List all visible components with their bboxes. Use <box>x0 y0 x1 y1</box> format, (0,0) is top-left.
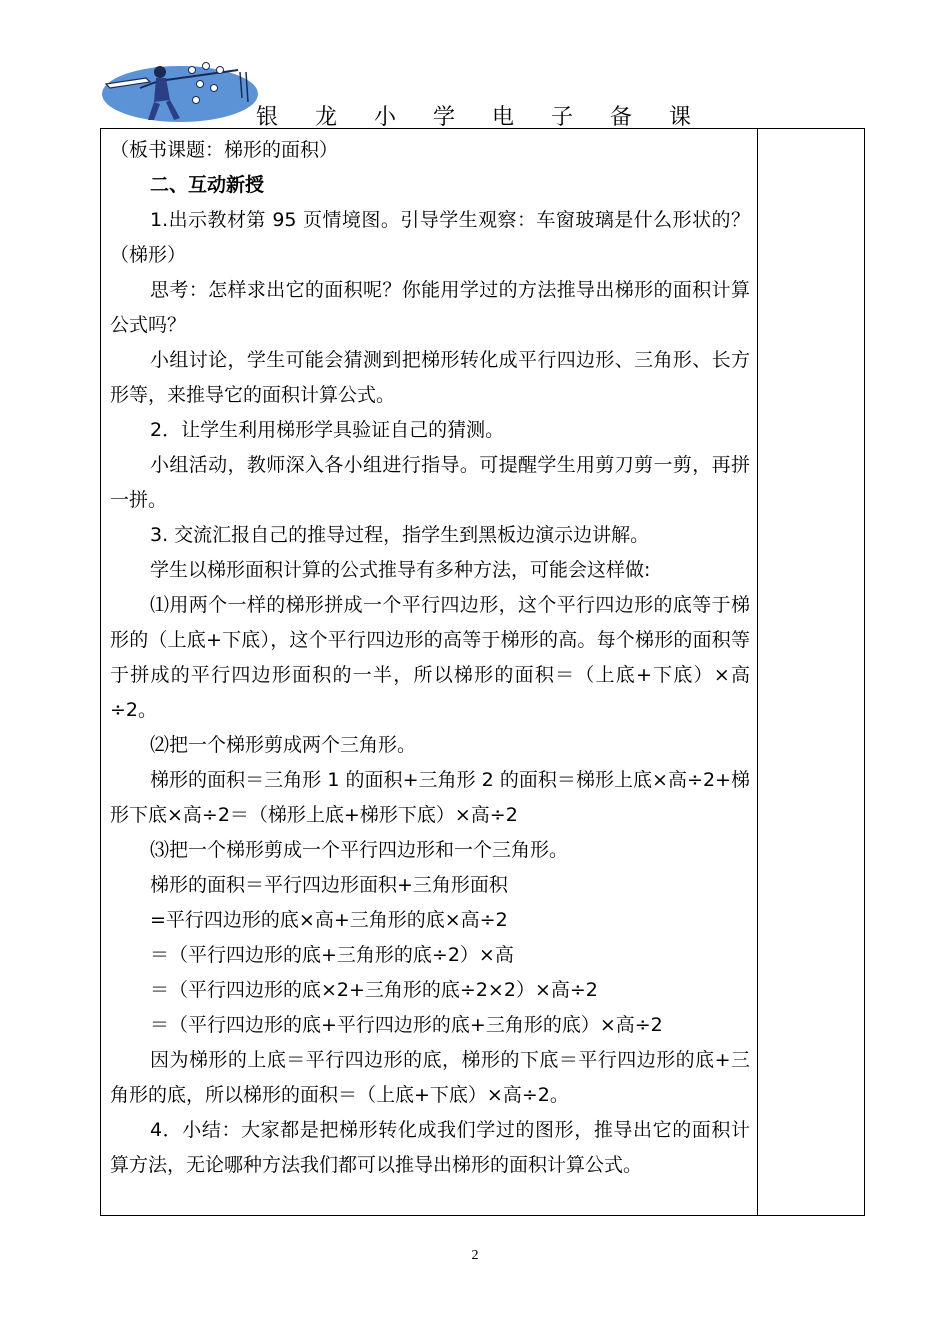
lesson-paragraph: 学生以梯形面积计算的公式推导有多种方法，可能会这样做: <box>150 559 651 581</box>
lesson-paragraph: 4．小结：大家都是把梯形转化成我们学过的图形，推导出它的面积计算方法，无论哪种方法我们都可以推导出梯形的面积计算公式。 <box>110 1119 750 1176</box>
lesson-paragraph: ＝（平行四边形的底+平行四边形的底+三角形的底）×高÷2 <box>150 1014 663 1036</box>
lesson-paragraph: 小组讨论，学生可能会猜测到把梯形转化成平行四边形、三角形、长方形等，来推导它的面积计算公式。 <box>110 349 750 406</box>
lesson-paragraph: （板书课题：梯形的面积） <box>110 139 339 161</box>
juggler-logo-icon <box>100 58 260 124</box>
notes-column-divider <box>757 128 758 1216</box>
lesson-paragraph: 梯形的面积＝三角形 1 的面积+三角形 2 的面积＝梯形上底×高÷2+梯形下底×高÷2＝（梯形上底+梯形下底）×高÷2 <box>110 769 750 826</box>
lesson-paragraph: 因为梯形的上底＝平行四边形的底，梯形的下底＝平行四边形的底+三角形的底，所以梯形的面积＝（上底+下底）×高÷2。 <box>110 1049 750 1106</box>
lesson-paragraph: ⑴用两个一样的梯形拼成一个平行四边形，这个平行四边形的底等于梯形的（上底+下底），这个平行四边形的高等于梯形的高。每个梯形的面积等于拼成的平行四边形面积的一半，所以梯形的面积＝（上底+下底）×高÷2。 <box>110 594 750 721</box>
lesson-paragraph: 2．让学生利用梯形学具验证自己的猜测。 <box>150 419 505 441</box>
section-heading: 二、互动新授 <box>150 174 265 196</box>
lesson-paragraph: 思考：怎样求出它的面积呢？你能用学过的方法推导出梯形的面积计算公式吗？ <box>110 279 750 336</box>
lesson-content <box>110 133 750 1183</box>
lesson-paragraph: ＝（平行四边形的底×2+三角形的底÷2×2）×高÷2 <box>150 979 598 1001</box>
lesson-paragraph: =平行四边形的底×高+三角形的底×高÷2 <box>150 909 508 931</box>
header-title: 银 龙 小 学 电 子 备 课 <box>256 105 706 130</box>
lesson-paragraph: 小组活动，教师深入各小组进行指导。可提醒学生用剪刀剪一剪，再拼一拼。 <box>110 454 750 511</box>
lesson-paragraph: 梯形的面积＝平行四边形面积+三角形面积 <box>150 874 508 896</box>
lesson-paragraph: ＝（平行四边形的底+三角形的底÷2）×高 <box>150 944 514 966</box>
lesson-paragraph: ⑵把一个梯形剪成两个三角形。 <box>150 734 417 756</box>
lesson-paragraph: ⑶把一个梯形剪成一个平行四边形和一个三角形。 <box>150 839 569 861</box>
page-number: 2 <box>471 1248 479 1263</box>
lesson-paragraph: 1.出示教材第 95 页情境图。引导学生观察：车窗玻璃是什么形状的？（梯形） <box>110 209 750 266</box>
lesson-paragraph: 3. 交流汇报自己的推导过程，指学生到黑板边演示边讲解。 <box>150 524 650 546</box>
